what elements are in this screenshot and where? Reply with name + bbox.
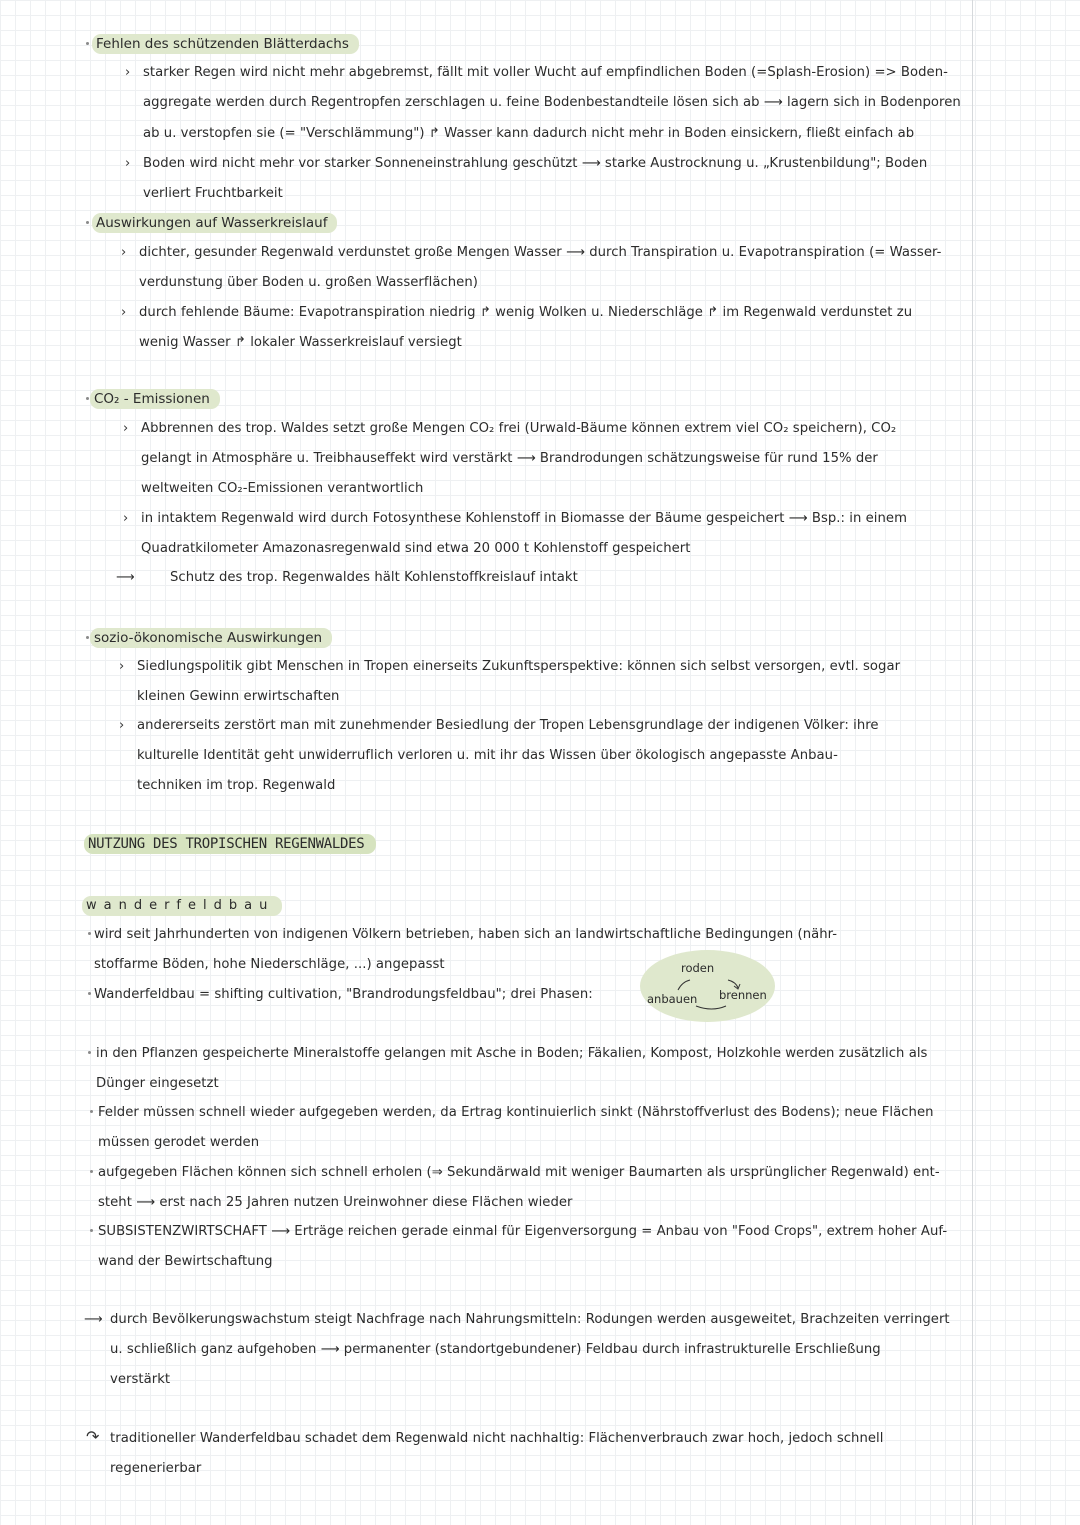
text-line: wand der Bewirtschaftung: [98, 1254, 273, 1269]
text-line: durch Bevölkerungswachstum steigt Nachfrage nach Nahrungsmitteln: Rodungen werden ausgeweitet, Brachzeiten verringert: [110, 1312, 950, 1327]
page-title: NUTZUNG DES TROPISCHEN REGENWALDES: [84, 834, 376, 854]
text-line: Schutz des trop. Regenwaldes hält Kohlenstoffkreislauf intakt: [170, 570, 578, 585]
text-line: SUBSISTENZWIRTSCHAFT ⟶ Erträge reichen gerade einmal für Eigenversorgung = Anbau von "Food Crops", extrem hoher Auf-: [98, 1224, 948, 1239]
text-line: Abbrennen des trop. Waldes setzt große Mengen CO₂ frei (Urwald-Bäume können extrem viel CO₂ speichern), CO₂: [141, 421, 897, 436]
text-line: Quadratkilometer Amazonasregenwald sind etwa 20 000 t Kohlenstoff gespeichert: [141, 541, 691, 556]
bullet-dot: [86, 636, 89, 639]
text-line: aggregate werden durch Regentropfen zerschlagen u. feine Bodenbestandteile lösen sich ab ⟶ lagern sich in Bodenporen: [143, 95, 961, 110]
bullet-dot: [86, 42, 89, 45]
bullet-marker: ›: [119, 718, 125, 733]
bullet-dot: [86, 221, 89, 224]
text-line: wenig Wasser ↱ lokaler Wasserkreislauf versiegt: [139, 335, 462, 350]
bullet-marker: ›: [125, 156, 131, 171]
text-line: kleinen Gewinn erwirtschaften: [137, 689, 340, 704]
text-line: techniken im trop. Regenwald: [137, 778, 336, 793]
text-line: Wanderfeldbau = shifting cultivation, "Brandrodungsfeldbau"; drei Phasen:: [94, 987, 593, 1002]
subheading-wanderfeldbau: wanderfeldbau: [82, 896, 282, 916]
text-line: verliert Fruchtbarkeit: [143, 186, 283, 201]
bullet-marker: ›: [125, 65, 131, 80]
text-line: ab u. verstopfen sie (= "Verschlämmung") ↱ Wasser kann dadurch nicht mehr in Boden einsickern, fließt einfach ab: [143, 126, 915, 141]
curl-arrow-icon: ↷: [86, 1427, 100, 1446]
text-line: in intaktem Regenwald wird durch Fotosynthese Kohlenstoff in Biomasse der Bäume gespeichert ⟶ Bsp.: in einem: [141, 511, 907, 526]
bullet-dot: [90, 1170, 93, 1173]
bullet-dot: [90, 1229, 93, 1232]
text-line: regenerierbar: [110, 1461, 202, 1476]
text-line: starker Regen wird nicht mehr abgebremst, fällt mit voller Wucht auf empfindlichen Boden (=Splash-Erosion) => Boden-: [143, 65, 948, 80]
bullet-marker: ›: [121, 245, 127, 260]
text-line: in den Pflanzen gespeicherte Mineralstoffe gelangen mit Asche in Boden; Fäkalien, Kompost, Holzkohle werden zusätzlich als: [96, 1046, 928, 1061]
cycle-label-anbauen: anbauen: [647, 992, 698, 1006]
text-line: gelangt in Atmosphäre u. Treibhauseffekt wird verstärkt ⟶ Brandrodungen schätzungsweise für rund 15% der: [141, 451, 878, 466]
section-heading-wasser: Auswirkungen auf Wasserkreislauf: [92, 213, 337, 233]
text-line: stoffarme Böden, hohe Niederschläge, ...) angepasst: [94, 957, 445, 972]
text-line: Felder müssen schnell wieder aufgegeben werden, da Ertrag kontinuierlich sinkt (Nährstoffverlust des Bodens); neue Flächen: [98, 1105, 934, 1120]
bullet-dot: [86, 397, 89, 400]
bullet-marker: ›: [123, 421, 129, 436]
arrow-marker: ⟶: [116, 570, 135, 585]
page-margin-rule: [972, 0, 973, 1525]
section-heading-co2: CO₂ - Emissionen: [90, 389, 220, 409]
text-line: aufgegeben Flächen können sich schnell erholen (⇒ Sekundärwald mit weniger Baumarten als ursprünglicher Regenwald) ent-: [98, 1165, 940, 1180]
cycle-label-roden: roden: [681, 961, 715, 975]
cycle-label-brennen: brennen: [719, 988, 767, 1002]
text-line: müssen gerodet werden: [98, 1135, 260, 1150]
bullet-marker: ›: [123, 511, 129, 526]
bullet-dot: [88, 932, 91, 935]
bullet-dot: [88, 992, 91, 995]
text-line: Dünger eingesetzt: [96, 1076, 219, 1091]
section-heading-fehlen: Fehlen des schützenden Blätterdachs: [92, 34, 359, 54]
bullet-marker: ›: [121, 305, 127, 320]
cycle-arrows-icon: [660, 972, 760, 1012]
text-line: steht ⟶ erst nach 25 Jahren nutzen Ureinwohner diese Flächen wieder: [98, 1195, 573, 1210]
text-line: traditioneller Wanderfeldbau schadet dem Regenwald nicht nachhaltig: Flächenverbrauch zwar hoch, jedoch schnell: [110, 1431, 884, 1446]
text-line: wird seit Jahrhunderten von indigenen Völkern betrieben, haben sich an landwirtschaftliche Bedingungen (nähr-: [94, 927, 838, 942]
text-line: dichter, gesunder Regenwald verdunstet große Mengen Wasser ⟶ durch Transpiration u. Evapotranspiration (= Wasser-: [139, 245, 942, 260]
text-line: Boden wird nicht mehr vor starker Sonneneinstrahlung geschützt ⟶ starke Austrocknung u. „Krustenbildung"; Boden: [143, 156, 928, 171]
text-line: andererseits zerstört man mit zunehmender Besiedlung der Tropen Lebensgrundlage der indigenen Völker: ihre: [137, 718, 879, 733]
arrow-marker: ⟶: [84, 1312, 103, 1327]
bullet-dot: [88, 1051, 91, 1054]
text-line: weltweiten CO₂-Emissionen verantwortlich: [141, 481, 424, 496]
text-line: durch fehlende Bäume: Evapotranspiration niedrig ↱ wenig Wolken u. Niederschläge ↱ im Regenwald verdunstet zu: [139, 305, 913, 320]
text-line: Siedlungspolitik gibt Menschen in Tropen einerseits Zukunftsperspektive: können sich selbst versorgen, evtl. sogar: [137, 659, 901, 674]
section-heading-sozio: sozio-ökonomische Auswirkungen: [90, 628, 332, 648]
bullet-marker: ›: [119, 659, 125, 674]
text-line: u. schließlich ganz aufgehoben ⟶ permanenter (standortgebundener) Feldbau durch infrastrukturelle Erschließung: [110, 1342, 881, 1357]
text-line: verdunstung über Boden u. großen Wasserflächen): [139, 275, 478, 290]
text-line: verstärkt: [110, 1372, 171, 1387]
text-line: kulturelle Identität geht unwiderruflich verloren u. mit ihr das Wissen über ökologisch angepasste Anbau-: [137, 748, 838, 763]
bullet-dot: [90, 1110, 93, 1113]
